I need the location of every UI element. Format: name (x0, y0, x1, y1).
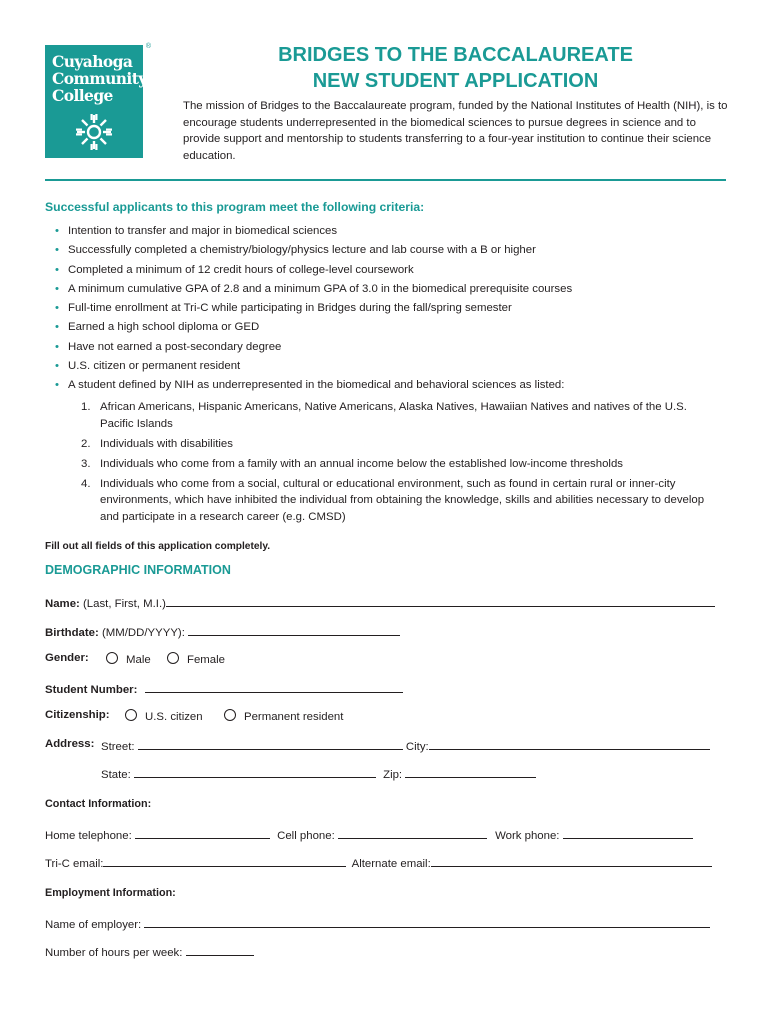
sun-emblem-icon (76, 114, 112, 150)
list-item: 1. African Americans, Hispanic Americans, Native Americans, Alaska Natives, Hawaiian Natives and natives of the U.S. Pacific Islands (81, 401, 687, 430)
gender-female-option[interactable]: Female (167, 652, 225, 666)
work-phone-field[interactable] (563, 827, 693, 839)
home-phone-field[interactable] (135, 827, 270, 839)
citizen-option[interactable]: U.S. citizen (125, 709, 203, 723)
list-item: • Full-time enrollment at Tri-C while participating in Bridges during the fall/spring semester (55, 301, 735, 320)
college-logo (45, 43, 151, 158)
college-name: Cuyahoga Community College (52, 52, 147, 105)
list-item: • Completed a minimum of 12 credit hours of college-level coursework (55, 263, 735, 282)
address-row: Address: (45, 738, 95, 750)
alternate-email-field[interactable] (431, 855, 712, 867)
criteria-list (55, 224, 735, 398)
underrepresented-groups-list (81, 399, 721, 529)
student-number-row: Student Number: (45, 681, 403, 696)
name-row: Name: (Last, First, M.I.) (45, 595, 715, 610)
list-item: • Have not earned a post-secondary degree (55, 340, 735, 359)
list-item: • A minimum cumulative GPA of 2.8 and a minimum GPA of 3.0 in the biomedical prerequisite courses (55, 282, 735, 301)
us-citizen-radio[interactable] (125, 709, 137, 721)
birthdate-row: Birthdate: (MM/DD/YYYY): (45, 624, 400, 639)
female-radio[interactable] (167, 652, 179, 664)
employer-row: Name of employer: (45, 916, 710, 931)
street-field[interactable] (138, 738, 403, 750)
gender-male-option[interactable]: Male (106, 652, 151, 666)
street-row: Street: City: (101, 738, 710, 753)
citizenship-row: Citizenship: (45, 709, 110, 721)
contact-heading: Contact Information: (45, 798, 152, 810)
page-title: BRIDGES TO THE BACCALAUREATE NEW STUDENT APPLICATION (278, 44, 633, 92)
list-item: • A student defined by NIH as underrepresented in the biomedical and behavioral sciences as listed: (55, 378, 735, 397)
fill-out-instructions: Fill out all fields of this application completely. (45, 541, 271, 552)
criteria-heading: Successful applicants to this program meet the following criteria: (45, 200, 425, 214)
list-item: • Earned a high school diploma or GED (55, 320, 735, 339)
city-field[interactable] (429, 738, 710, 750)
mission-statement: The mission of Bridges to the Baccalaureate program, funded by the National Institutes of Health (NIH), is to encourage students underrepresented in the biomedical sciences to pursue degrees in science and to provide support and mentorship to students transferring to a four-year institution to continue their science education. (183, 100, 728, 162)
list-item: • Intention to transfer and major in biomedical sciences (55, 224, 735, 243)
employer-field[interactable] (144, 916, 710, 928)
hours-row: Number of hours per week: (45, 944, 254, 959)
employment-heading: Employment Information: (45, 887, 176, 899)
cell-phone-field[interactable] (338, 827, 487, 839)
demographic-heading: DEMOGRAPHIC INFORMATION (45, 563, 231, 577)
email-row: Tri-C email: Alternate email: (45, 855, 712, 870)
permanent-resident-radio[interactable] (224, 709, 236, 721)
list-item: 3. Individuals who come from a family with an annual income below the established low-income thresholds (81, 457, 623, 470)
tri-c-email-field[interactable] (103, 855, 346, 867)
state-field[interactable] (134, 766, 376, 778)
phone-row: Home telephone: Cell phone: Work phone: (45, 827, 693, 842)
state-zip-row: State: Zip: (101, 766, 536, 781)
name-field[interactable] (166, 595, 715, 607)
gender-row: Gender: (45, 652, 89, 664)
hours-field[interactable] (186, 944, 254, 956)
student-number-field[interactable] (145, 681, 403, 693)
list-item: • U.S. citizen or permanent resident (55, 359, 735, 378)
resident-option[interactable]: Permanent resident (224, 709, 343, 723)
list-item: • Successfully completed a chemistry/biology/physics lecture and lab course with a B or higher (55, 243, 735, 262)
list-item: 4. Individuals who come from a social, cultural or educational environment, such as found in certain rural or inner-city environments, which have inhibited the individual from obtaining the knowledge, skills and abilities necessary to develop and participate in a research career (e.g. CMSD) (81, 477, 705, 523)
zip-field[interactable] (405, 766, 536, 778)
divider (45, 179, 726, 181)
male-radio[interactable] (106, 652, 118, 664)
registered-mark: ® (145, 43, 151, 50)
birthdate-field[interactable] (188, 624, 400, 636)
list-item: 2. Individuals with disabilities (81, 437, 233, 450)
